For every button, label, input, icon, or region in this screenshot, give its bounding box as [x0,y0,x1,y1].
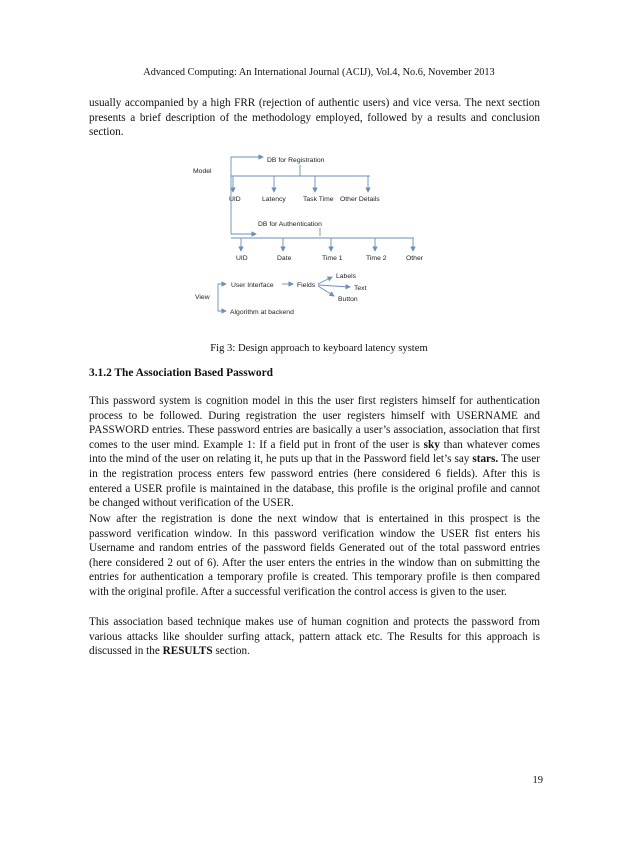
auth-date-label: Date [277,255,292,262]
auth-uid-label: UID [236,255,248,262]
intro-paragraph: usually accompanied by a high FRR (rejection of authentic users) and vice versa. The next section presents a brief description of the methodology employed, followed by a results and conclusion section. [89,97,540,139]
p1-bold-stars: stars. [472,453,499,466]
p1-part-e: The user in the registration process enters few password entries (here considered 6 fields). After this is entered a USER profile is maintained in the database, this profile is the original profile and cannot be changed without verification of the USER. [89,453,540,510]
user-interface-label: User Interface [231,282,274,289]
db-authentication-label: DB for Authentication [258,221,322,228]
reg-latency-label: Latency [262,196,286,203]
fields-to-button-line [318,286,334,296]
paragraph-1 [89,394,540,511]
model-to-db-authentication-line [231,174,256,234]
view-label: View [195,294,210,301]
fields-label: Fields [297,282,316,289]
model-label: Model [193,168,212,175]
auth-other-label: Other [406,255,423,262]
text-label: Text [354,285,367,292]
auth-time1-label: Time 1 [322,255,343,262]
fields-to-labels-line [318,277,332,284]
model-to-db-registration-line [231,157,263,174]
view-to-ui-line [218,284,226,295]
view-to-algorithm-line [218,295,226,311]
fields-to-text-line [318,285,350,287]
p3-bold-results: RESULTS [162,645,213,658]
p3-part-a: This association based technique makes use of human cognition and protects the password from various attacks like shoulder surfing attack, pattern attack etc. The Results for this approach is discussed in the [89,616,540,658]
p3-part-c: section. [212,645,250,658]
figure-caption: Fig 3: Design approach to keyboard latency system [210,343,428,354]
labels-label: Labels [336,273,357,280]
button-label: Button [338,296,358,303]
page-number: 19 [532,775,543,786]
design-approach-diagram [0,148,638,328]
p1-bold-sky: sky [423,438,440,451]
db-registration-label: DB for Registration [267,157,325,164]
p1-part-c: than whatever comes into the mind of the user on relating it, he puts up that in the Password field let’s say [89,438,540,466]
paragraph-3 [89,615,540,659]
journal-header: Advanced Computing: An International Journal (ACIJ), Vol.4, No.6, November 2013 [143,67,495,78]
reg-uid-label: UID [229,196,241,203]
reg-tasktime-label: Task Time [303,196,334,203]
reg-other-label: Other Details [340,196,380,203]
paragraph-2: Now after the registration is done the next window that is entertained in this prospect is the password verification window. In this password verification window the USER fist enters his Username and random entries of the password fields Generated out of the total password entries (here considered 2 out of 6). After the user enters the entries in the window than on submitting the entries for authentication a temporary profile is created. This temporary profile is then compared with the original profile. After a successful verification the control access is given to the user. [89,513,540,598]
auth-time2-label: Time 2 [366,255,387,262]
algorithm-label: Algorithm at backend [230,309,294,316]
p1-part-a: This password system is cognition model in this the user first registers himself for authentication process to be followed. During registration the user registers himself with USERNAME and PASSWORD entries. These password entries are basically a user’s association, association that first comes to the user mind. Example 1: If a field put in front of the user is [89,395,540,451]
section-title: 3.1.2 The Association Based Password [89,367,273,379]
